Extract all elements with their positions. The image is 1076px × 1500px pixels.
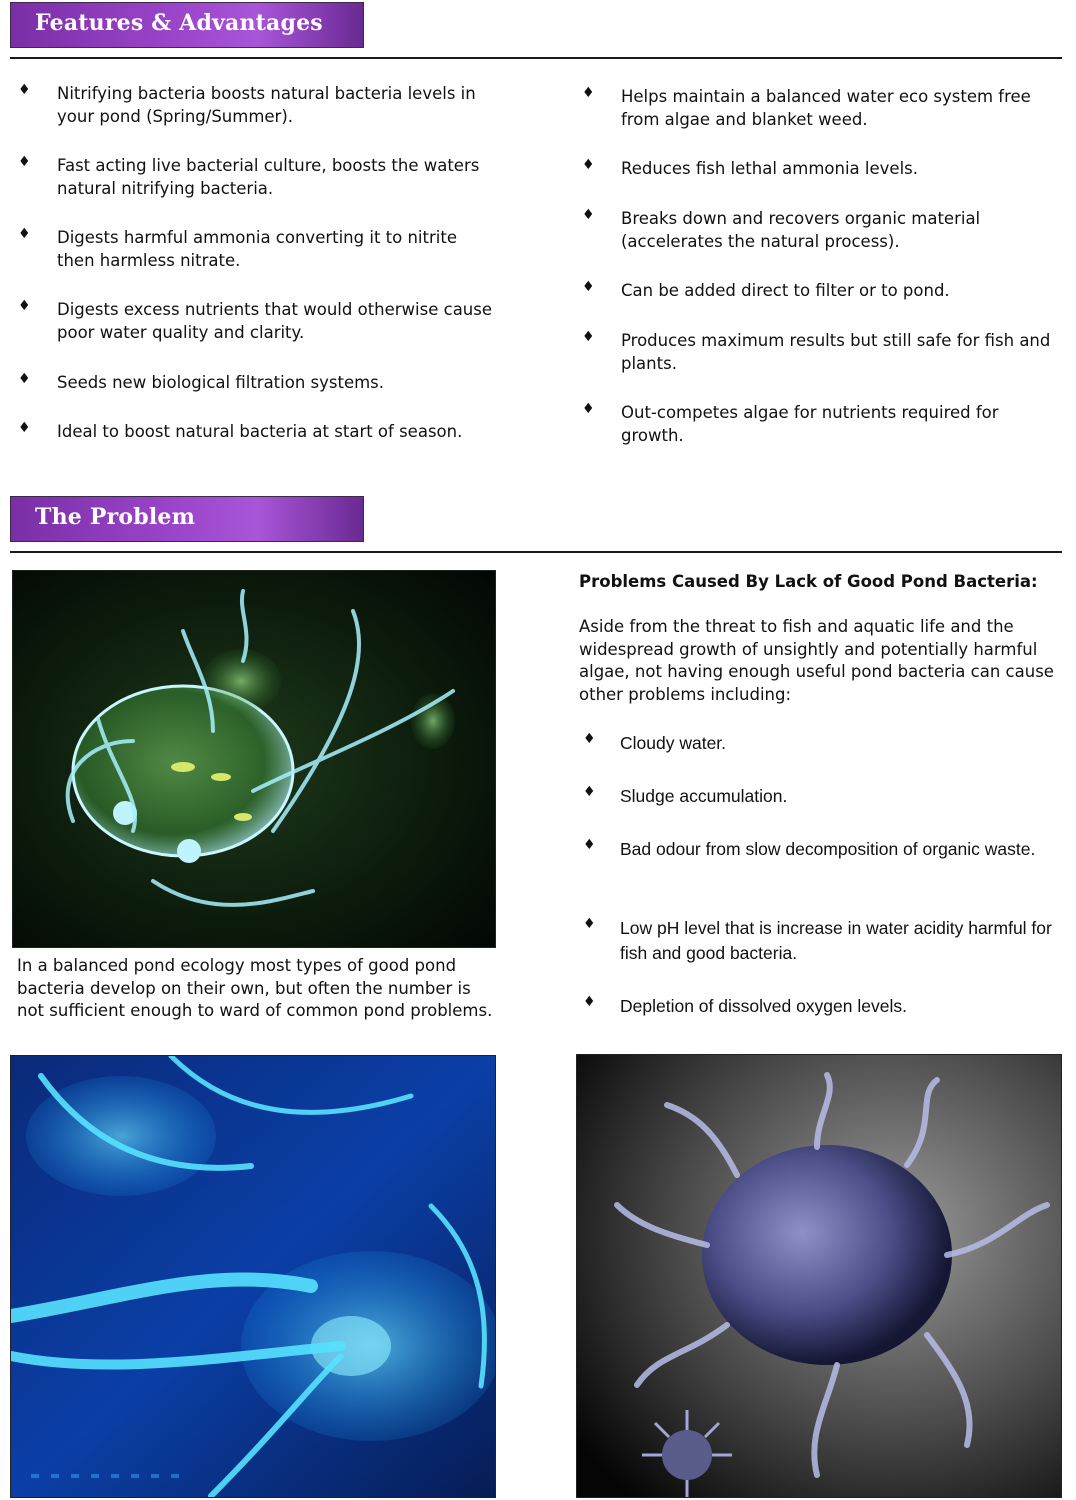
diamond-bullet-icon: ♦ xyxy=(18,226,31,242)
list-item xyxy=(18,226,498,272)
feature-text: Digests harmful ammonia converting it to nitrite then harmless nitrate. xyxy=(57,228,457,270)
problem-text: Sludge accumulation. xyxy=(620,786,788,806)
diamond-bullet-icon: ♦ xyxy=(582,85,595,101)
diamond-bullet-icon: ♦ xyxy=(583,784,596,800)
problem-text: Low pH level that is increase in water acidity harmful for fish and good bacteria. xyxy=(620,918,1052,963)
problem-text: Cloudy water. xyxy=(620,733,727,753)
diamond-bullet-icon: ♦ xyxy=(582,157,595,173)
feature-text: Can be added direct to filter or to pond. xyxy=(621,281,950,300)
list-item xyxy=(583,994,1053,1019)
section-banner-features xyxy=(10,2,364,48)
virus-image xyxy=(576,1054,1062,1498)
feature-text: Reduces fish lethal ammonia levels. xyxy=(621,159,918,178)
diamond-bullet-icon: ♦ xyxy=(18,298,31,314)
problems-heading: Problems Caused By Lack of Good Pond Bacteria: xyxy=(579,572,1038,591)
feature-text: Ideal to boost natural bacteria at start of season. xyxy=(57,422,463,441)
list-item xyxy=(583,837,1053,862)
feature-text: Produces maximum results but still safe for fish and plants. xyxy=(621,331,1051,373)
list-item xyxy=(18,298,498,344)
diamond-bullet-icon: ♦ xyxy=(18,82,31,98)
features-list-right xyxy=(582,85,1052,455)
diamond-bullet-icon: ♦ xyxy=(18,154,31,170)
list-item xyxy=(18,371,498,394)
list-item xyxy=(582,279,1052,302)
list-item xyxy=(582,401,1052,447)
list-item xyxy=(582,207,1052,253)
diamond-bullet-icon: ♦ xyxy=(582,207,595,223)
problems-list xyxy=(583,731,1053,1031)
feature-text: Out-competes algae for nutrients required for growth. xyxy=(621,403,999,445)
diamond-bullet-icon: ♦ xyxy=(583,837,596,853)
list-item xyxy=(18,420,498,443)
feature-text: Breaks down and recovers organic material (accelerates the natural process). xyxy=(621,209,981,251)
diamond-bullet-icon: ♦ xyxy=(582,279,595,295)
feature-text: Seeds new biological filtration systems. xyxy=(57,373,385,392)
feature-text: Fast acting live bacterial culture, boosts the waters natural nitrifying bacteria. xyxy=(57,156,480,198)
features-list-left xyxy=(18,82,498,472)
problem-text: Depletion of dissolved oxygen levels. xyxy=(620,996,907,1016)
list-item xyxy=(583,731,1053,756)
list-item xyxy=(582,157,1052,180)
feature-text: Nitrifying bacteria boosts natural bacteria levels in your pond (Spring/Summer). xyxy=(57,84,476,126)
diamond-bullet-icon: ♦ xyxy=(583,916,596,932)
list-item xyxy=(582,329,1052,375)
section-banner-problem xyxy=(10,496,364,542)
list-item xyxy=(582,85,1052,131)
diamond-bullet-icon: ♦ xyxy=(582,401,595,417)
photo-caption: In a balanced pond ecology most types of good pond bacteria develop on their own, but often the number is not sufficient enough to ward of common pond problems. xyxy=(17,956,493,1020)
diamond-bullet-icon: ♦ xyxy=(583,731,596,747)
feature-text: Digests excess nutrients that would otherwise cause poor water quality and clarity. xyxy=(57,300,493,342)
problems-intro: Aside from the threat to fish and aquatic life and the widespread growth of unsightly and potentially harmful algae, not having enough useful pond bacteria can cause other problems including: xyxy=(579,617,1054,704)
green-bacteria-image xyxy=(12,570,496,948)
list-item xyxy=(18,154,498,200)
list-item xyxy=(583,784,1053,809)
diamond-bullet-icon: ♦ xyxy=(18,420,31,436)
list-item xyxy=(18,82,498,128)
section-title-problem: The Problem xyxy=(35,504,196,530)
blue-bacteria-image xyxy=(10,1055,496,1498)
section-divider xyxy=(10,57,1062,59)
diamond-bullet-icon: ♦ xyxy=(583,994,596,1010)
diamond-bullet-icon: ♦ xyxy=(582,329,595,345)
section-title-features: Features & Advantages xyxy=(35,10,323,36)
problem-text: Bad odour from slow decomposition of organic waste. xyxy=(620,839,1036,859)
feature-text: Helps maintain a balanced water eco system free from algae and blanket weed. xyxy=(621,87,1031,129)
section-divider xyxy=(10,551,1062,553)
list-item xyxy=(583,916,1053,966)
diamond-bullet-icon: ♦ xyxy=(18,371,31,387)
